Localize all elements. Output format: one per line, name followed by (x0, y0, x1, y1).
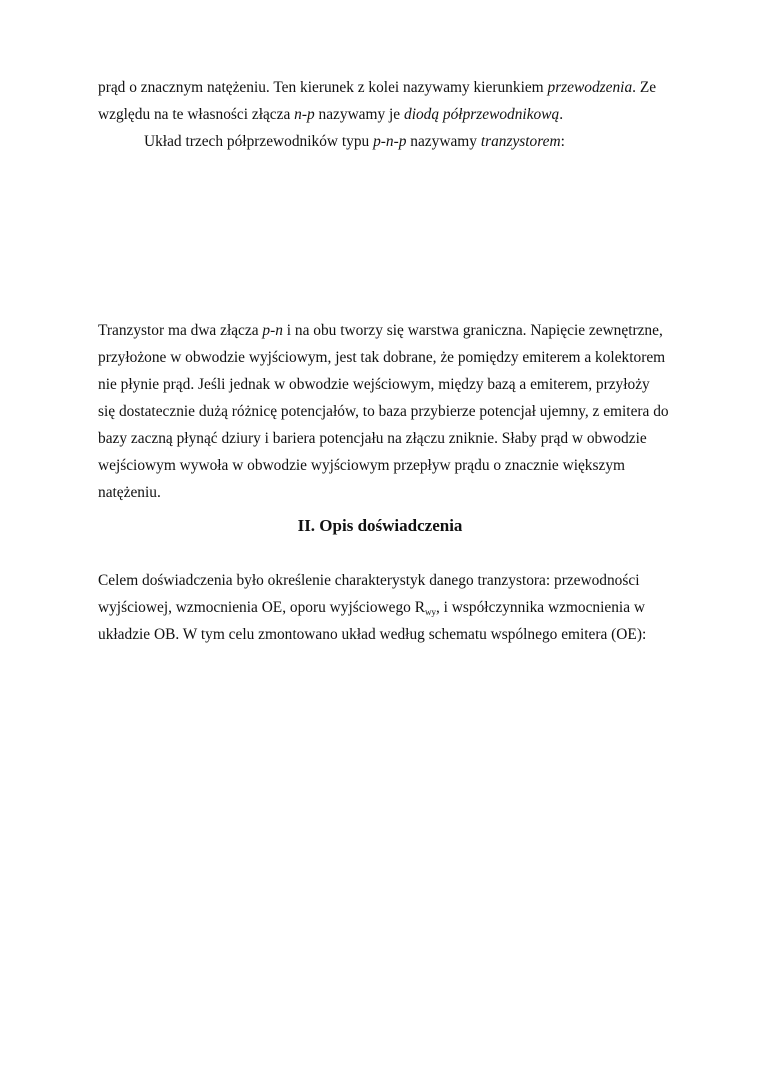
text-line-transistor-intro: Układ trzech półprzewodników typu p-n-p nazywamy tranzystorem: (144, 133, 565, 150)
text-line: bazy zaczną płynąć dziury i bariera potencjału na złączu zniknie. Słaby prąd w obwodzie (98, 430, 647, 447)
subscript-wy: wy (424, 607, 436, 617)
paragraph-diode (98, 74, 668, 155)
text-line: wejściowym wywoła w obwodzie wyjściowym przepływ prądu o znacznie większym (98, 457, 625, 474)
term-p-n-p: p-n-p (373, 133, 407, 150)
term-tranzystor: tranzystorem (480, 133, 561, 150)
text-line: się dostatecznie dużą różnicę potencjałów, to baza przybierze potencjał ujemny, z emitera do (98, 403, 669, 420)
figure-placeholder-circuit (98, 660, 668, 1040)
term-przewodzenia: przewodzenia (547, 79, 633, 96)
text-line: nie płynie prąd. Jeśli jednak w obwodzie wejściowym, między bazą a emiterem, przyłoży (98, 376, 650, 393)
term-dioda: diodą półprzewodnikową (404, 106, 560, 123)
paragraph-experiment (98, 567, 668, 648)
text-line: Tranzystor ma dwa złącza p-n i na obu tworzy się warstwa graniczna. Napięcie zewnętrzne, (98, 322, 663, 339)
term-p-n: p-n (262, 322, 283, 339)
text-line: natężeniu. (98, 484, 161, 501)
text-line: prąd o znacznym natężeniu. Ten kierunek z kolei nazywamy kierunkiem przewodzenia. Ze (98, 79, 657, 96)
figure-placeholder-transistor (98, 160, 668, 310)
text-line: Celem doświadczenia było określenie charakterystyk danego tranzystora: przewodności (98, 572, 640, 589)
term-n-p: n-p (294, 106, 315, 123)
text-line: przyłożone w obwodzie wyjściowym, jest tak dobrane, że pomiędzy emiterem a kolektorem (98, 349, 666, 366)
section-heading: II. Opis doświadczenia (297, 516, 463, 535)
paragraph-transistor (98, 317, 668, 506)
text-line: względu na te własności złącza n-p nazywamy je diodą półprzewodnikową. (98, 106, 564, 123)
text-line: wyjściowej, wzmocnienia OE, oporu wyjściowego $R_{wy}$, i współczynnika wzmocnienia w (98, 599, 645, 617)
text-line: układzie OB. W tym celu zmontowano układ według schematu wspólnego emitera (OE): (98, 626, 647, 643)
